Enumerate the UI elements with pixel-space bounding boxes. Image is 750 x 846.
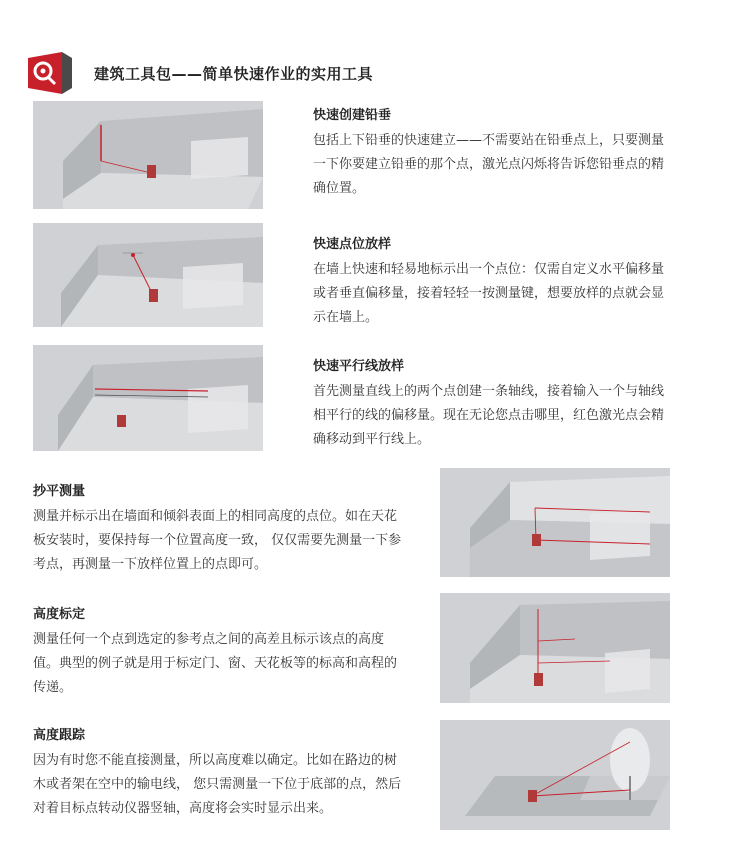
height-tracking-illustration — [440, 720, 670, 830]
section-title: 高度跟踪 — [33, 728, 86, 743]
section-height-tracking — [33, 724, 408, 821]
section-title: 快速平行线放样 — [313, 359, 405, 374]
leveling-illustration — [440, 468, 670, 577]
section-title: 快速创建铅垂 — [313, 108, 392, 123]
section-point-stakeout — [313, 233, 673, 330]
page-header — [28, 52, 373, 94]
parallel-line-illustration — [33, 345, 263, 451]
section-parallel-line — [313, 355, 673, 452]
page-title: 建筑工具包——简单快速作业的实用工具 — [94, 64, 374, 83]
section-title: 高度标定 — [33, 607, 86, 622]
section-text: 首先测量直线上的两个点创建一条轴线，接着输入一个与轴线相平行的线的偏移量。现在无论您点击哪里，红色激光点会精确移动到平行线上。 — [313, 384, 665, 447]
height-marking-illustration — [440, 593, 670, 703]
plumb-illustration — [33, 101, 263, 209]
section-text: 因为有时您不能直接测量，所以高度难以确定。比如在路边的树木或者架在空中的输电线， 您只需测量一下位于底部的点，然后对着目标点转动仪器竖轴，高度将会实时显示出来。 — [33, 753, 402, 816]
point-stakeout-illustration — [33, 223, 263, 327]
section-text: 包括上下铅垂的快速建立——不需要站在铅垂点上，只要测量一下你要建立铅垂的那个点，激光点闪烁将告诉您铅垂点的精确位置。 — [313, 133, 665, 196]
section-text: 测量任何一个点到选定的参考点之间的高差且标示该点的高度值。典型的例子就是用于标定门、窗、天花板等的标高和高程的传递。 — [33, 632, 398, 695]
section-height-marking — [33, 603, 403, 700]
section-text: 在墙上快速和轻易地标示出一个点位：仅需自定义水平偏移量或者垂直偏移量，接着轻轻一按测量键，想要放样的点就会显示在墙上。 — [313, 262, 665, 325]
section-title: 抄平测量 — [33, 484, 86, 499]
section-title: 快速点位放样 — [313, 237, 392, 252]
section-plumb — [313, 104, 673, 201]
section-text: 测量并标示出在墙面和倾斜表面上的相同高度的点位。如在天花板安装时，要保持每一个位置高度一致， 仅仅需要先测量一下参考点，再测量一下放样位置上的点即可。 — [33, 509, 402, 572]
laser-target-logo-icon — [28, 52, 72, 94]
section-leveling — [33, 480, 403, 577]
